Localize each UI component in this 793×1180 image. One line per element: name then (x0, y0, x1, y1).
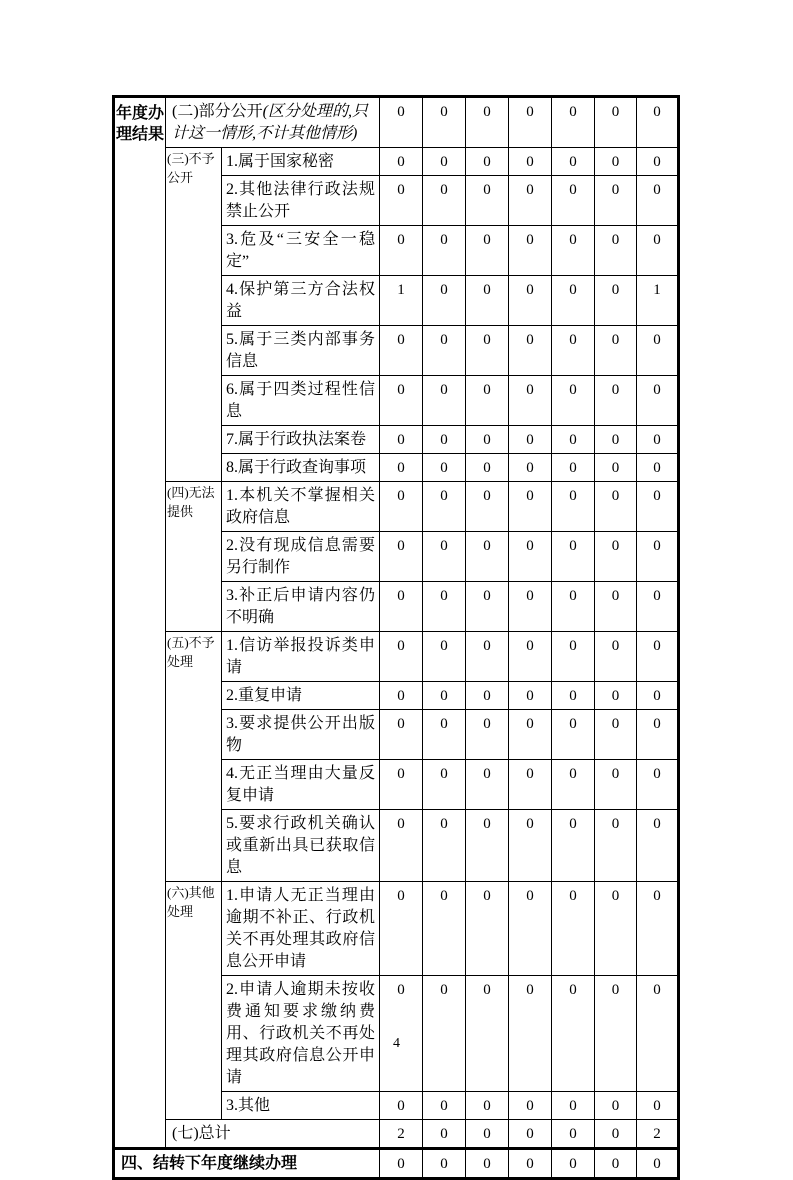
value-cell: 0 (595, 426, 637, 454)
value-cell: 0 (466, 148, 509, 176)
value-cell: 0 (466, 682, 509, 710)
value-cell: 0 (380, 682, 423, 710)
value-cell: 0 (595, 97, 637, 148)
kaiti-note: (区分处理的,只计这一情形,不计其他情形) (172, 103, 369, 142)
section-label: (二)部分公开 (172, 103, 263, 120)
value-cell: 0 (380, 376, 423, 426)
value-cell: 0 (637, 760, 679, 810)
value-cell: 0 (423, 1092, 466, 1120)
value-cell: 0 (509, 1149, 552, 1179)
value-cell: 0 (423, 1120, 466, 1149)
value-cell: 0 (552, 710, 595, 760)
item-label-cell: 7.属于行政执法案卷 (222, 426, 380, 454)
value-cell: 0 (595, 710, 637, 760)
value-cell: 0 (466, 226, 509, 276)
item-label-cell: 3.危及“三安全一稳定” (222, 226, 380, 276)
value-cell: 0 (552, 326, 595, 376)
value-cell: 0 (595, 376, 637, 426)
value-cell: 0 (552, 482, 595, 532)
item-label-cell: 2.申请人逾期未按收费通知要求缴纳费用、行政机关不再处理其政府信息公开申请 (222, 976, 380, 1092)
value-cell: 2 (637, 1120, 679, 1149)
value-cell: 0 (466, 760, 509, 810)
item-label-cell: 2.重复申请 (222, 682, 380, 710)
value-cell: 0 (380, 176, 423, 226)
value-cell: 0 (552, 176, 595, 226)
value-cell: 0 (466, 426, 509, 454)
value-cell: 0 (509, 1092, 552, 1120)
value-cell: 0 (423, 532, 466, 582)
value-cell: 0 (637, 326, 679, 376)
row-group-header-cell: 年度办理结果 (114, 97, 166, 1149)
table-row (114, 482, 679, 532)
value-cell: 0 (595, 1120, 637, 1149)
value-cell: 0 (466, 97, 509, 148)
value-cell: 0 (637, 532, 679, 582)
value-cell: 0 (466, 376, 509, 426)
disclosure-results-table (112, 95, 680, 1180)
value-cell: 0 (595, 176, 637, 226)
value-cell: 0 (509, 532, 552, 582)
value-cell: 0 (637, 176, 679, 226)
value-cell: 0 (552, 376, 595, 426)
value-cell: 0 (423, 97, 466, 148)
section-label: (七)总计 (172, 1125, 231, 1142)
value-cell: 0 (509, 226, 552, 276)
value-cell: 1 (637, 276, 679, 326)
item-label-cell: 1.申请人无正当理由逾期不补正、行政机关不再处理其政府信息公开申请 (222, 882, 380, 976)
group-label-cell: (四)无法提供 (166, 482, 222, 632)
value-cell: 0 (423, 276, 466, 326)
item-label-cell: 2.其他法律行政法规禁止公开 (222, 176, 380, 226)
group-label-cell: (六)其他处理 (166, 882, 222, 1120)
value-cell: 0 (637, 682, 679, 710)
value-cell: 0 (637, 976, 679, 1092)
value-cell: 0 (552, 454, 595, 482)
value-cell: 2 (380, 1120, 423, 1149)
value-cell: 0 (595, 976, 637, 1092)
item-label-cell: 1.信访举报投诉类申请 (222, 632, 380, 682)
value-cell: 0 (552, 976, 595, 1092)
value-cell: 0 (552, 426, 595, 454)
value-cell: 0 (509, 326, 552, 376)
value-cell: 0 (552, 582, 595, 632)
value-cell: 0 (552, 226, 595, 276)
value-cell: 0 (423, 976, 466, 1092)
value-cell: 0 (637, 426, 679, 454)
value-cell: 0 (466, 326, 509, 376)
group-label-cell: (三)不予公开 (166, 148, 222, 482)
value-cell: 0 (595, 482, 637, 532)
value-cell: 0 (380, 710, 423, 760)
value-cell: 0 (380, 426, 423, 454)
value-cell: 0 (466, 1149, 509, 1179)
value-cell: 0 (380, 148, 423, 176)
value-cell: 0 (380, 326, 423, 376)
value-cell: 0 (509, 276, 552, 326)
value-cell: 0 (423, 582, 466, 632)
value-cell: 0 (595, 810, 637, 882)
value-cell: 0 (509, 376, 552, 426)
value-cell: 0 (595, 760, 637, 810)
value-cell: 0 (552, 1092, 595, 1120)
value-cell: 0 (509, 882, 552, 976)
value-cell: 0 (466, 176, 509, 226)
item-label-cell: 2.没有现成信息需要另行制作 (222, 532, 380, 582)
value-cell: 0 (509, 97, 552, 148)
value-cell: 0 (509, 682, 552, 710)
value-cell: 0 (509, 482, 552, 532)
carryover-row-label: 四、结转下年度继续办理 (114, 1149, 380, 1179)
value-cell: 0 (552, 97, 595, 148)
item-label-cell: 3.其他 (222, 1092, 380, 1120)
value-cell: 0 (423, 326, 466, 376)
value-cell: 0 (466, 582, 509, 632)
value-cell: 0 (466, 532, 509, 582)
value-cell: 0 (423, 882, 466, 976)
table-row (114, 632, 679, 682)
value-cell: 0 (595, 532, 637, 582)
item-label-cell: 8.属于行政查询事项 (222, 454, 380, 482)
item-label-cell: 5.要求行政机关确认或重新出具已获取信息 (222, 810, 380, 882)
value-cell: 0 (595, 682, 637, 710)
value-cell: 0 (380, 226, 423, 276)
value-cell: 0 (552, 882, 595, 976)
value-cell: 0 (552, 682, 595, 710)
value-cell: 0 (509, 632, 552, 682)
value-cell: 0 (552, 810, 595, 882)
value-cell: 0 (595, 148, 637, 176)
value-cell: 0 (637, 710, 679, 760)
item-label-cell: 4.无正当理由大量反复申请 (222, 760, 380, 810)
value-cell: 0 (595, 582, 637, 632)
value-cell: 0 (509, 1120, 552, 1149)
page-number: 4 (393, 1036, 400, 1051)
value-cell: 0 (509, 176, 552, 226)
value-cell: 0 (380, 454, 423, 482)
value-cell: 0 (595, 276, 637, 326)
table-row (114, 882, 679, 976)
item-label-cell: 1.本机关不掌握相关政府信息 (222, 482, 380, 532)
value-cell: 0 (423, 454, 466, 482)
value-cell: 0 (466, 276, 509, 326)
value-cell: 0 (423, 682, 466, 710)
value-cell: 0 (637, 226, 679, 276)
value-cell: 0 (423, 226, 466, 276)
value-cell: 0 (552, 632, 595, 682)
value-cell: 0 (637, 376, 679, 426)
value-cell: 0 (380, 760, 423, 810)
value-cell: 0 (466, 454, 509, 482)
value-cell: 0 (637, 454, 679, 482)
value-cell: 0 (595, 632, 637, 682)
value-cell: 0 (637, 632, 679, 682)
value-cell: 0 (466, 976, 509, 1092)
table-row (114, 97, 679, 148)
table-row (114, 148, 679, 176)
value-cell: 0 (552, 532, 595, 582)
value-cell: 0 (423, 760, 466, 810)
value-cell: 0 (509, 148, 552, 176)
value-cell: 0 (637, 810, 679, 882)
value-cell: 0 (552, 148, 595, 176)
item-label-cell: 5.属于三类内部事务信息 (222, 326, 380, 376)
value-cell: 0 (637, 482, 679, 532)
group-label-cell: (五)不予处理 (166, 632, 222, 882)
value-cell: 0 (509, 582, 552, 632)
value-cell: 0 (466, 632, 509, 682)
value-cell: 0 (637, 1149, 679, 1179)
table-row (114, 1120, 679, 1149)
item-label-cell: 4.保护第三方合法权益 (222, 276, 380, 326)
value-cell: 0 (423, 176, 466, 226)
value-cell: 0 (509, 760, 552, 810)
value-cell: 0 (380, 632, 423, 682)
value-cell: 0 (466, 810, 509, 882)
value-cell: 0 (423, 710, 466, 760)
item-label-cell: 3.补正后申请内容仍不明确 (222, 582, 380, 632)
value-cell: 0 (637, 97, 679, 148)
value-cell: 0 (423, 376, 466, 426)
value-cell: 0 (595, 326, 637, 376)
value-cell: 0 (423, 148, 466, 176)
value-cell: 0 (466, 482, 509, 532)
value-cell: 0 (595, 882, 637, 976)
value-cell: 0 (509, 710, 552, 760)
value-cell: 0 (423, 632, 466, 682)
value-cell: 0 (595, 1092, 637, 1120)
value-cell: 0 (637, 1092, 679, 1120)
value-cell: 0 (466, 882, 509, 976)
value-cell: 0 (380, 582, 423, 632)
carryover-row (114, 1149, 679, 1179)
value-cell: 0 (380, 976, 423, 1092)
value-cell: 0 (637, 582, 679, 632)
item-label-cell: 3.要求提供公开出版物 (222, 710, 380, 760)
value-cell: 0 (552, 1149, 595, 1179)
item-label-cell: 6.属于四类过程性信息 (222, 376, 380, 426)
value-cell: 0 (380, 810, 423, 882)
value-cell: 0 (509, 426, 552, 454)
value-cell: 0 (423, 810, 466, 882)
value-cell: 0 (637, 148, 679, 176)
value-cell: 0 (552, 760, 595, 810)
value-cell: 0 (552, 276, 595, 326)
item-label-cell: 1.属于国家秘密 (222, 148, 380, 176)
value-cell: 0 (595, 454, 637, 482)
value-cell: 0 (637, 882, 679, 976)
value-cell: 0 (423, 426, 466, 454)
section-label-cell (166, 1120, 380, 1149)
value-cell: 0 (466, 1120, 509, 1149)
value-cell: 0 (423, 482, 466, 532)
value-cell: 0 (380, 1149, 423, 1179)
value-cell: 0 (466, 1092, 509, 1120)
value-cell: 0 (509, 454, 552, 482)
value-cell: 0 (423, 1149, 466, 1179)
value-cell: 0 (509, 810, 552, 882)
value-cell: 0 (595, 226, 637, 276)
value-cell: 0 (552, 1120, 595, 1149)
value-cell: 0 (380, 532, 423, 582)
value-cell: 0 (380, 882, 423, 976)
value-cell: 0 (466, 710, 509, 760)
value-cell: 0 (380, 1092, 423, 1120)
section-label-cell (166, 97, 380, 148)
value-cell: 1 (380, 276, 423, 326)
value-cell: 0 (595, 1149, 637, 1179)
value-cell: 0 (380, 482, 423, 532)
value-cell: 0 (509, 976, 552, 1092)
value-cell: 0 (380, 97, 423, 148)
